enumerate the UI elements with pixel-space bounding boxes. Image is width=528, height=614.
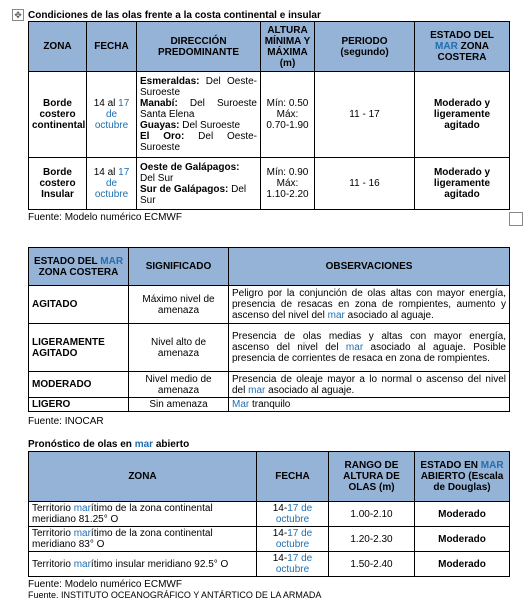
rango-cell: 1.00-2.10	[329, 502, 415, 527]
zona-cell: Territorio marítimo de la zona continental meridiano 83° O	[29, 527, 257, 552]
resize-handle-icon[interactable]	[509, 212, 523, 226]
estado-cell: Moderado	[415, 552, 510, 577]
table-row	[29, 72, 510, 158]
header-altura: ALTURA MÍNIMA Y MÁXIMA (m)	[261, 22, 315, 72]
zona-cell: Borde costero Insular	[29, 158, 87, 210]
fecha-cell: 14-17 de octubre	[257, 552, 329, 577]
periodo-cell: 11 - 17	[315, 72, 415, 158]
table2-source: Fuente: INOCAR	[28, 416, 104, 427]
table-row	[29, 158, 510, 210]
estado-cell: Moderado y ligeramente agitado	[415, 158, 510, 210]
estado-cell: Moderado	[415, 502, 510, 527]
move-handle-icon[interactable]: ✥	[12, 9, 24, 21]
header-significado: SIGNIFICADO	[129, 248, 229, 286]
header-estado: ESTADO EN MAR ABIERTO (Escala de Douglas)	[415, 452, 510, 502]
observaciones-cell: Presencia de olas medias y altas con mayor energía, ascenso del nivel del mar asociado al aguaje. Posible presencia de corrientes de resaca en zona de rompientes.	[229, 324, 510, 372]
table-row	[29, 324, 510, 372]
estado-cell: Moderado	[415, 527, 510, 552]
zona-cell: Territorio marítimo de la zona continental meridiano 81.25° O	[29, 502, 257, 527]
observaciones-cell: Presencia de oleaje mayor a lo normal o ascenso del nivel del mar asociado al aguaje.	[229, 372, 510, 398]
fecha-cell: 14 al 17 de octubre	[87, 72, 137, 158]
rango-cell: 1.50-2.40	[329, 552, 415, 577]
table1-title: Condiciones de las olas frente a la costa continental e insular	[28, 10, 321, 21]
sea-state-table	[28, 247, 510, 412]
estado-cell: MODERADO	[29, 372, 129, 398]
header-observaciones: OBSERVACIONES	[229, 248, 510, 286]
altura-cell: Mín: 0.50 Máx: 0.70-1.90	[261, 72, 315, 158]
estado-cell: AGITADO	[29, 286, 129, 324]
header-direccion: DIRECCIÓN PREDOMINANTE	[137, 22, 261, 72]
table-row	[29, 286, 510, 324]
open-sea-forecast-table	[28, 451, 510, 577]
header-zona: ZONA	[29, 452, 257, 502]
zona-cell: Territorio marítimo insular meridiano 92.5° O	[29, 552, 257, 577]
header-rango: RANGO DE ALTURA DE OLAS (m)	[329, 452, 415, 502]
table3-source-inocar: Fuente. INSTITUTO OCEANOGRÁFICO Y ANTÁRTICO DE LA ARMADA	[28, 590, 322, 600]
header-estado: ESTADO DEL MAR ZONA COSTERA	[415, 22, 510, 72]
periodo-cell: 11 - 16	[315, 158, 415, 210]
observaciones-cell: Mar tranquilo	[229, 398, 510, 412]
table-row	[29, 398, 510, 412]
header-estado: ESTADO DEL MAR ZONA COSTERA	[29, 248, 129, 286]
fecha-cell: 14-17 de octubre	[257, 527, 329, 552]
header-fecha: FECHA	[257, 452, 329, 502]
fecha-cell: 14 al 17 de octubre	[87, 158, 137, 210]
significado-cell: Sin amenaza	[129, 398, 229, 412]
zona-cell: Borde costero continental	[29, 72, 87, 158]
table3-source-model: Fuente: Modelo numérico ECMWF	[28, 579, 182, 590]
estado-cell: LIGERO	[29, 398, 129, 412]
table-row	[29, 372, 510, 398]
altura-cell: Mín: 0.90 Máx: 1.10-2.20	[261, 158, 315, 210]
rango-cell: 1.20-2.30	[329, 527, 415, 552]
significado-cell: Nivel alto de amenaza	[129, 324, 229, 372]
header-periodo: PERIODO (segundo)	[315, 22, 415, 72]
header-fecha: FECHA	[87, 22, 137, 72]
direccion-cell: Esmeraldas: Del Oeste-Suroeste Manabí: Del Suroeste Santa Elena Guayas: Del Suroeste El Oro: Del Oeste-Suroeste	[137, 72, 261, 158]
estado-cell: Moderado y ligeramente agitado	[415, 72, 510, 158]
observaciones-cell: Peligro por la conjunción de olas altas con mayor energía, presencia de resacas en zona de rompientes, aumento y ascenso del nivel del mar asociado al aguaje.	[229, 286, 510, 324]
direccion-cell: Oeste de Galápagos: Del Sur Sur de Galápagos: Del Sur	[137, 158, 261, 210]
table1-source: Fuente: Modelo numérico ECMWF	[28, 212, 182, 223]
header-zona: ZONA	[29, 22, 87, 72]
table3-title: Pronóstico de olas en mar abierto	[28, 439, 190, 450]
wave-conditions-table	[28, 21, 510, 210]
table-row	[29, 502, 510, 527]
table-row	[29, 527, 510, 552]
significado-cell: Nivel medio de amenaza	[129, 372, 229, 398]
estado-cell: LIGERAMENTE AGITADO	[29, 324, 129, 372]
fecha-cell: 14-17 de octubre	[257, 502, 329, 527]
table-row	[29, 552, 510, 577]
significado-cell: Máximo nivel de amenaza	[129, 286, 229, 324]
